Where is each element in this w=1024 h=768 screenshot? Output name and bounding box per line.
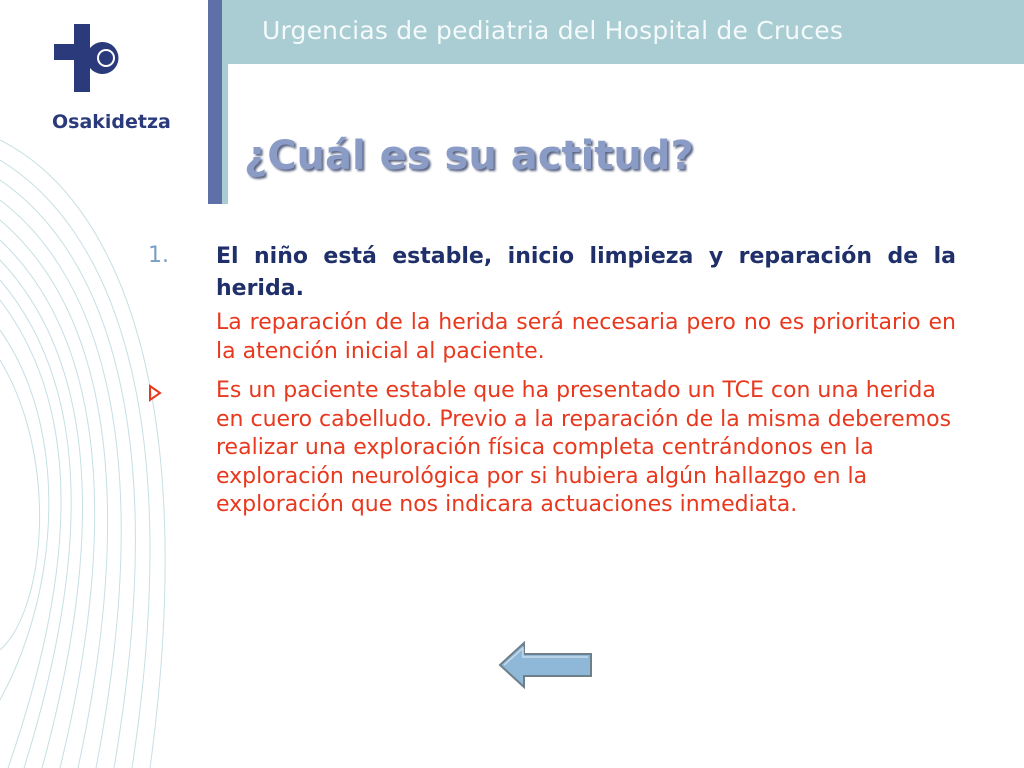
answer-detail: La reparación de la herida será necesaria pero no es prioritario en la atención inicial al paciente. [216,310,956,364]
accent-bar [208,0,228,204]
answer-text: El niño está estable, inicio limpieza y reparación de la herida. [216,244,956,301]
logo-text: Osakidetza [52,111,171,133]
osakidetza-logo-icon [52,22,124,94]
explanation-text: Es un paciente estable que ha presentado un TCE con una herida en cuero cabelludo. Previo a la reparación de la misma deberemos realizar una exploración física completa centrándonos en la exploración neurológica por si hubiera algún hallazgo en la exploración que nos indicara actuaciones inmediata. [216,378,952,517]
arrow-bullet-icon [148,384,162,402]
list-number: 1. [148,243,169,268]
slide-title: ¿Cuál es su actitud? [244,133,694,179]
header-title: Urgencias de pediatria del Hospital de Cruces [262,16,844,45]
back-arrow-button[interactable] [498,640,594,690]
